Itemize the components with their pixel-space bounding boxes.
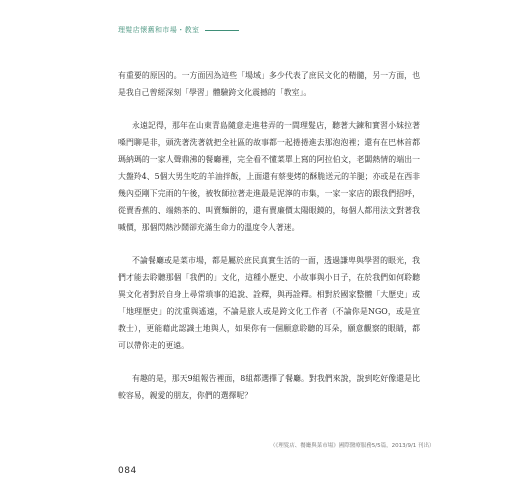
source-citation: （《理髮店、餐廳與菜市場》國際醫療服務5/5篇，2013/9/1 刊出） [270, 443, 435, 449]
body-text [118, 67, 420, 420]
paragraph-1: 有重要的原因的。一方面因為這些「場域」多少代表了庶民文化的精髓，另一方面，也是我自己曾經深刻「學習」體驗跨文化震撼的「教室」。 [118, 71, 420, 97]
paragraph-4: 有趣的是，那天9組報告裡面，8組都選擇了餐廳。對我們來說，說到吃好像還是比較容易，親愛的朋友，你們的選擇呢？ [118, 374, 420, 400]
running-header [118, 25, 239, 35]
page-number: 084 [118, 466, 137, 476]
running-title: 理髮店懷舊和市場・教室 [118, 26, 200, 34]
paragraph-2: 永遠記得，那年在山東青島隨意走進巷弄的一間理髮店，聽著大鍊和實習小妹拉著嗓門聊是非，頭洗著洗著就把全社區的故事都一起捲捲進去那泡泡裡；還有在巴林首都瑪納瑪的一家人聲鼎沸的餐廳裡，完全看不懂菜單上寫的阿拉伯文，老闆熱情的端出一大盤羚4、5個大男生吃的羊油拌飯，上面還有蔡斐烤的酥脆送元的羊腿；亦或是在西非幾內亞剛下完雨的午後，被牧師拉著走進最是泥濘的市集，一家一家店的跟我們招呼，從賣香蕉的、端熱茶的、叫賣麵餅的，還有賣廉價太陽眼鏡的，每個人都用法文對著我喊價，那個閃熱沙鬧卻充滿生命力的溫度令人著迷。 [118, 121, 420, 232]
paragraph-3: 不論餐廳或是菜市場，都是屬於庶民真實生活的一面，透過謙卑與學習的眼光，我們才能去聆聽那個「我們的」文化，這種小歷史、小故事與小日子，在於我們如何聆聽異文化者對於自身上尋常瑣事的追說、詮釋，與再詮釋。相對於國家整體「大歷史」或「地理歷史」的沈重與遙遠，不論是旅人或是跨文化工作者（不論你是NGO，或是宣教士），更能藉此認識土地與人，如果你有一個願意聆聽的耳朵，願意觀察的眼睛，都可以帶你走的更遠。 [118, 256, 420, 350]
header-rule [205, 30, 239, 31]
